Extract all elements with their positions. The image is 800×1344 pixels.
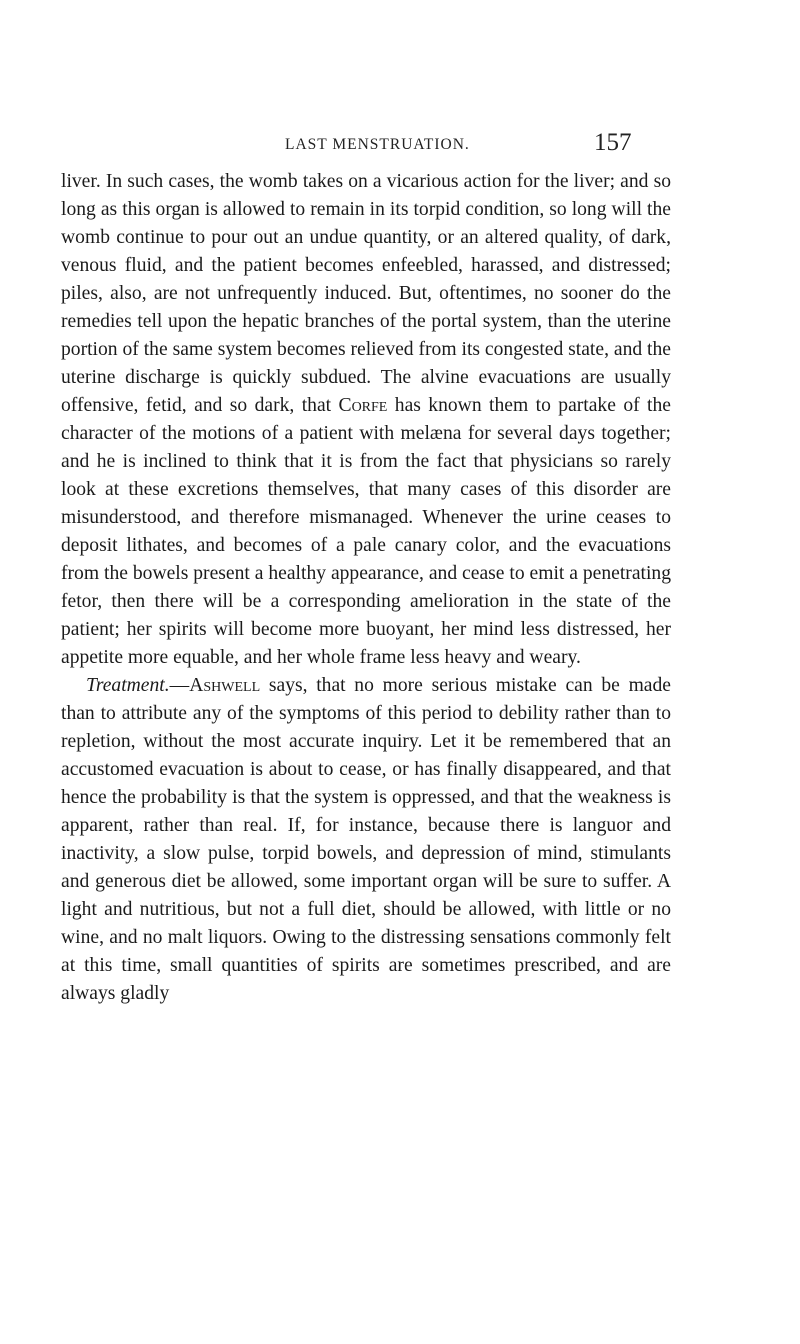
paragraph-2-text: says, that no more serious mistake can be made than to attribute any of the symptoms of this period to debility rather than to repletion, without the most accurate inquiry. Let it be remembered that an accustomed evacuation is about to cease, or has finally disappeared, and that hence the probability is that the system is oppressed, and that the weakness is apparent, rather than real. If, for instance, because there is languor and inactivity, a slow pulse, torpid bowels, and depression of mind, stimulants and generous diet be allowed, some important organ will be sure to suffer. A light and nutritious, but not a full diet, should be allowed, with little or no wine, and no malt liquors. Owing to the distressing sensations commonly felt at this time, small quantities of spirits are sometimes prescribed, and are always gladly — [61, 675, 671, 1004]
page-number: 157 — [594, 129, 632, 156]
paragraph-1-text-a: liver. In such cases, the womb takes on a vicarious action for the liver; and so long as this organ is allowed to remain in its torpid condition, so long will the womb continue to pour out an undue quantity, or an altered quality, of dark, venous fluid, and the patient becomes enfeebled, harassed, and distressed; piles, also, are not unfrequently induced. But, oftentimes, no sooner do the remedies tell upon the hepatic branches of the portal system, than the uterine portion of the same system becomes relieved from its congested state, and the uterine discharge is quickly subdued. The alvine evacuations are usually offensive, fetid, and so dark, that — [61, 171, 671, 416]
section-lead-treatment: Treatment. — [86, 675, 170, 696]
running-head: LAST MENSTRUATION. — [285, 136, 470, 153]
body-text — [61, 168, 671, 1008]
paragraph-1 — [61, 168, 671, 672]
author-name-corfe: Corfe — [338, 395, 388, 416]
paragraph-2 — [61, 672, 671, 1008]
page-header — [0, 129, 800, 162]
author-name-ashwell: Ashwell — [189, 675, 261, 696]
em-dash: — — [169, 675, 190, 696]
paragraph-1-text-b: has known them to partake of the character of the motions of a patient with melæna for several days together; and he is inclined to think that it is from the fact that physicians so rarely look at these excretions themselves, that many cases of this disorder are misunderstood, and therefore mismanaged. Whenever the urine ceases to deposit lithates, and becomes of a pale canary color, and the evacuations from the bowels present a healthy appearance, and cease to emit a penetrating fetor, then there will be a corresponding amelioration in the state of the patient; her spirits will become more buoyant, her mind less distressed, her appetite more equable, and her whole frame less heavy and weary. — [61, 395, 671, 668]
